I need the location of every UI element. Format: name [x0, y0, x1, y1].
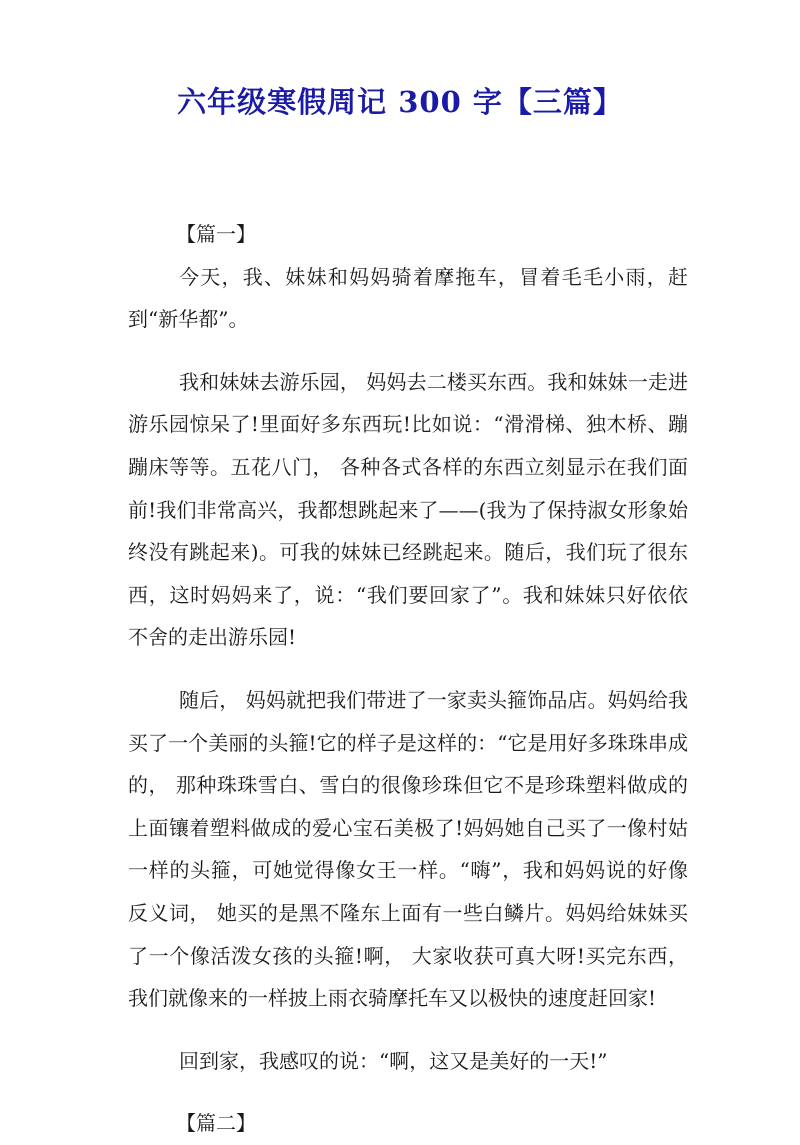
section-heading-2: 【篇二】 — [176, 1111, 256, 1136]
document-body — [128, 213, 688, 1145]
paragraph-2: 我和妹妹去游乐园， 妈妈去二楼买东西。我和妹妹一走进游乐园惊呆了!里面好多东西玩!比如说：“滑滑梯、独木桥、蹦蹦床等等。五花八门， 各种各式各样的东西立刻显示在我们面前!我们非常高兴，我都想跳起来了——(我为了保持淑女形象始终没有跳起来)。可我的妹妹已经跳起来。随后，我们玩了很东西，这时妈妈来了，说：“我们要回家了”。我和妹妹只好依依不舍的走出游乐园! — [128, 369, 688, 650]
paragraph-4: 回到家，我感叹的说：“啊，这又是美好的一天!” — [179, 1048, 608, 1073]
paragraph-3: 随后， 妈妈就把我们带进了一家卖头箍饰品店。妈妈给我买了一个美丽的头箍!它的样子是这样的：“它是用好多珠珠串成的， 那种珠珠雪白、雪白的很像珍珠但它不是珍珠塑料做成的上面镶着塑料做成的爱心宝石美极了!妈妈她自己买了一像村姑一样的头箍，可她觉得像女王一样。“嗨”，我和妈妈说的好像反义词， 她买的是黑不隆东上面有一些白鳞片。妈妈给妹妹买了一个像活泼女孩的头箍!啊， 大家收获可真大呀!买完东西， 我们就像来的一样披上雨衣骑摩托车又以极快的速度赶回家! — [128, 687, 688, 1011]
document-title: 六年级寒假周记 300 字【三篇】 — [177, 85, 623, 119]
section-heading-1: 【篇一】 — [176, 222, 256, 246]
paragraph-1: 今天，我、妹妹和妈妈骑着摩拖车，冒着毛毛小雨，赶到“新华都”。 — [128, 264, 688, 332]
